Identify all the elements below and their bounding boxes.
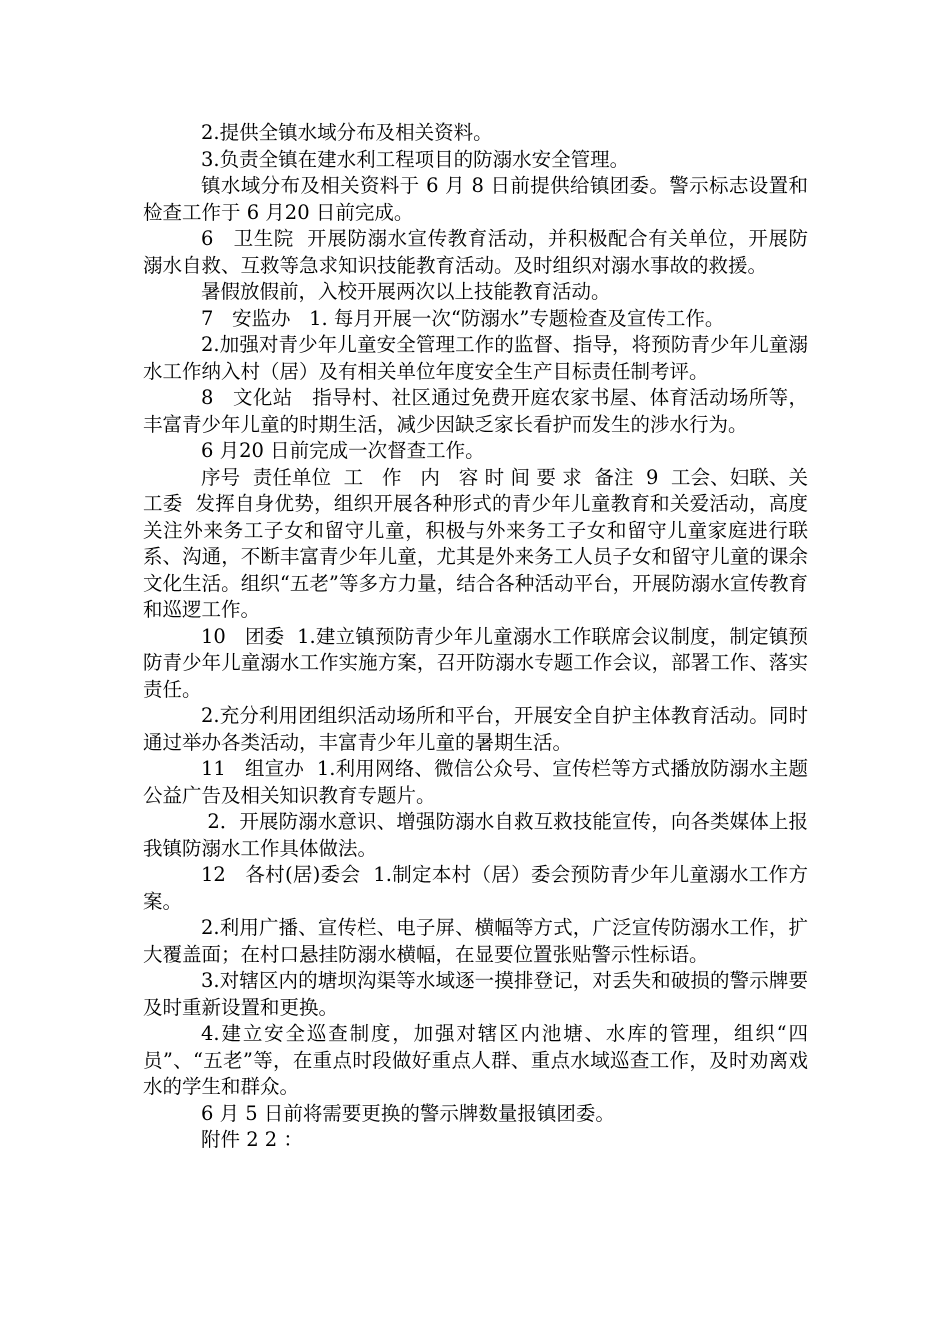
paragraph: 12 各村(居)委会 1.制定本村（居）委会预防青少年儿童溺水工作方案。 [143,863,808,913]
paragraph: 4.建立安全巡查制度，加强对辖区内池塘、水库的管理，组织“四员”、“五老”等，在重点时段做好重点人群、重点水域巡查工作，及时劝离戏水的学生和群众。 [143,1022,808,1098]
paragraph: 6 月20 日前完成一次督查工作。 [201,439,485,462]
paragraph: 镇水域分布及相关资料于 6 月 8 日前提供给镇团委。警示标志设置和检查工作于 6 月20 日前完成。 [143,174,808,224]
paragraph: 序号 责任单位 工 作 内 容 时 间 要 求 备注 9 工会、妇联、关工委 发挥自身优势，组织开展各种形式的青少年儿童教育和关爱活动，高度关注外来务工子女和留守儿童，积极与外来务工子女和留守儿童家庭进行联系、沟通，不断丰富青少年儿童，尤其是外来务工人员子女和留守儿童的课余文化生活。组织“五老”等多方力量，结合各种活动平台，开展防溺水宣传教育和巡逻工作。 [143,465,808,621]
paragraph: 10 团委 1.建立镇预防青少年儿童溺水工作联席会议制度，制定镇预防青少年儿童溺水工作实施方案，召开防溺水专题工作会议，部署工作、落实责任。 [143,624,808,701]
paragraph: 2.加强对青少年儿童安全管理工作的监督、指导，将预防青少年儿童溺水工作纳入村（居）及有相关单位年度安全生产目标责任制考评。 [143,333,808,383]
paragraph: 3.负责全镇在建水利工程项目的防溺水安全管理。 [201,147,630,171]
paragraph: 2.利用广播、宣传栏、电子屏、横幅等方式，广泛宣传防溺水工作，扩大覆盖面；在村口悬挂防溺水横幅，在显要位置张贴警示性标语。 [143,916,808,966]
paragraph: 6 卫生院 开展防溺水宣传教育活动，并积极配合有关单位，开展防溺水自救、互救等急求知识技能教育活动。及时组织对溺水事故的救援。 [143,227,808,277]
paragraph: 附件 2 2 ： [201,1128,303,1151]
paragraph: 8 文化站 指导村、社区通过免费开庭农家书屋、体育活动场所等，丰富青少年儿童的时期生活，减少因缺乏家长看护而发生的涉水行为。 [143,386,808,436]
paragraph: 6 月 5 日前将需要更换的警示牌数量报镇团委。 [201,1101,615,1125]
paragraph: 2．开展防溺水意识、增强防溺水自救互救技能宣传，向各类媒体上报我镇防溺水工作具体做法。 [143,810,808,860]
paragraph: 3.对辖区内的塘坝沟渠等水域逐一摸排登记，对丢失和破损的警示牌要及时重新设置和更换。 [143,969,808,1019]
document-body [143,120,808,1154]
paragraph: 11 组宣办 1.利用网络、微信公众号、宣传栏等方式播放防溺水主题公益广告及相关知识教育专题片。 [143,757,808,807]
paragraph: 7 安监办 1. 每月开展一次“防溺水”专题检查及宣传工作。 [201,306,725,330]
paragraph: 2.提供全镇水域分布及相关资料。 [201,121,493,144]
paragraph: 暑假放假前，入校开展两次以上技能教育活动。 [201,280,611,303]
paragraph: 2.充分利用团组织活动场所和平台，开展安全自护主体教育活动。同时通过举办各类活动，丰富青少年儿童的暑期生活。 [143,704,808,754]
